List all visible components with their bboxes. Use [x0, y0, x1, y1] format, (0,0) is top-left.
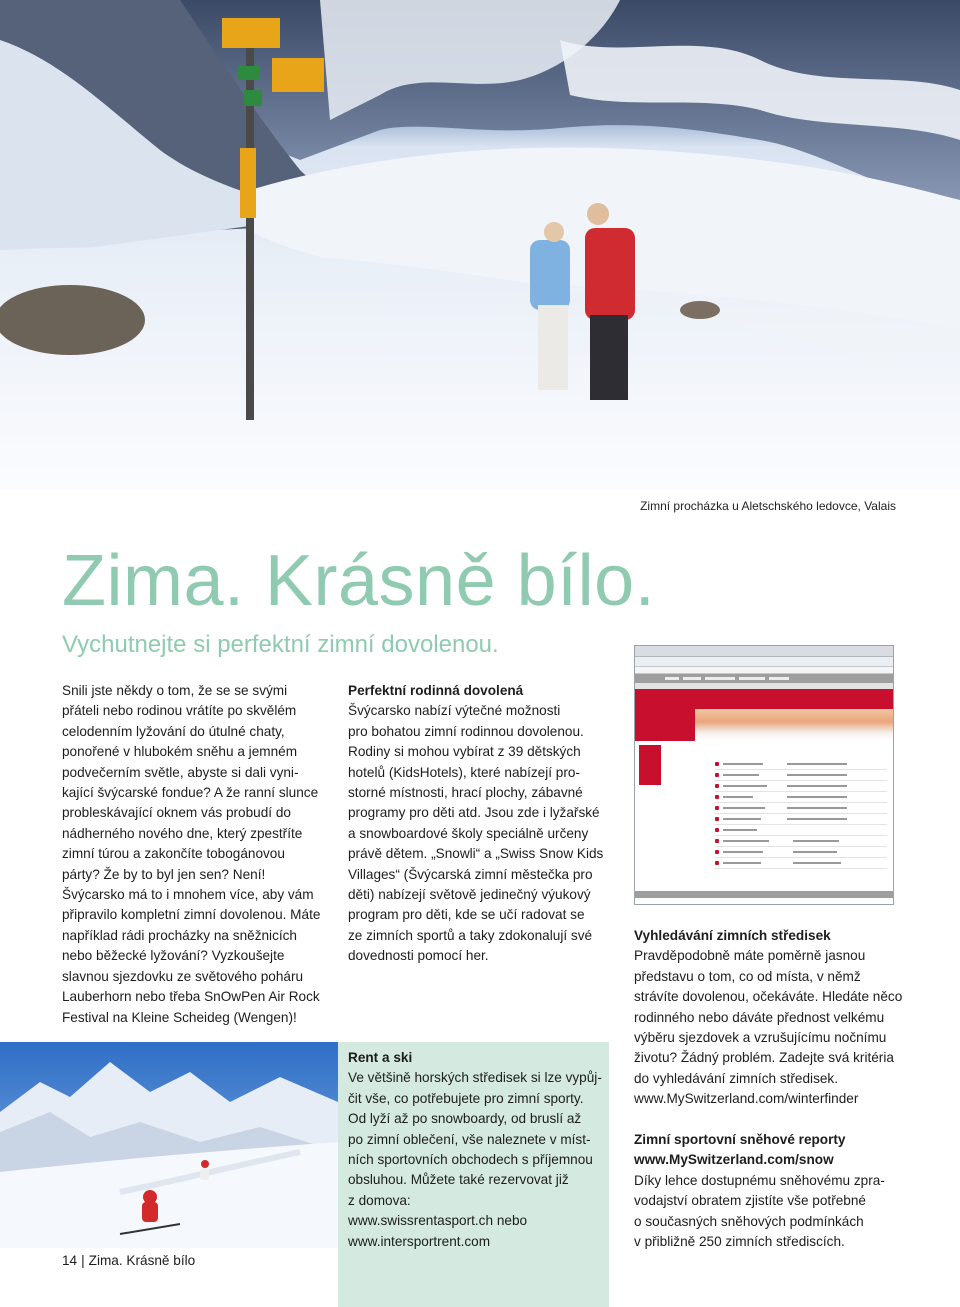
- text-line: slavnou sjezdovku ze světového poháru: [62, 968, 304, 984]
- link-swissrentasport[interactable]: www.swissrentasport.ch nebo: [348, 1213, 528, 1229]
- text-line: Festival na Kleine Scheideg (Wengen)!: [62, 1009, 297, 1025]
- text-line: ponořené v hlubokém sněhu a jemném: [62, 744, 298, 760]
- site-row: [715, 847, 887, 858]
- footer-separator: |: [81, 1253, 85, 1268]
- text-line: dovednosti pomocí her.: [348, 948, 489, 964]
- site-banner: [635, 689, 893, 741]
- family-heading: Perfektní rodinná dovolená: [348, 683, 524, 698]
- page-title: Zima. Krásně bílo.: [62, 541, 656, 621]
- text-line: ních sportovních obchodech s příjemnou: [348, 1152, 593, 1168]
- text-line: rodinného nebo dáváte přednost velkému: [634, 1009, 885, 1025]
- snow-reports-heading: Zimní sportovní sněhové reporty: [634, 1132, 846, 1147]
- text-line: například rádi procházky na sněžnicích: [62, 927, 297, 943]
- text-line: čit vše, co potřebujete pro zimní sporty.: [348, 1090, 584, 1106]
- text-line: probleskávající oknem vás probudí do: [62, 805, 291, 821]
- snow-reports-section: [634, 1130, 904, 1252]
- text-line: a snowboardové školy speciálně určeny: [348, 825, 589, 841]
- page-footer: [62, 1253, 195, 1268]
- text-line: vodajství obratem zjistíte vše potřebné: [634, 1193, 866, 1209]
- text-line: představu o tom, co od místa, v němž: [634, 968, 861, 984]
- text-line: Pravděpodobně máte poměrně jasnou: [634, 948, 866, 964]
- family-section: [348, 681, 618, 967]
- text-line: Ve většině horských středisek si lze vypůj-: [348, 1070, 602, 1086]
- text-line: storné místnosti, hrací plochy, zábavné: [348, 785, 583, 801]
- hero-photo: [0, 0, 960, 490]
- browser-titlebar: [635, 646, 893, 657]
- skier-photo: [0, 1042, 338, 1248]
- text-line: do vyhledávání zimních středisek.: [634, 1070, 839, 1086]
- page-number: 14: [62, 1253, 78, 1268]
- text-line: párty? Že by to byl jen sen? Není!: [62, 866, 266, 882]
- text-line: zimní túrou a zakončíte tobogánovou: [62, 846, 285, 862]
- site-row: [715, 825, 887, 836]
- text-line: Rodiny si mohou vybírat z 39 dětských: [348, 744, 581, 760]
- text-line: právě dětem. „Snowli“ a „Swiss Snow Kids: [348, 846, 604, 862]
- browser-toolbar: [635, 657, 893, 667]
- link-intersportrent[interactable]: www.intersportrent.com: [348, 1233, 491, 1249]
- text-line: o současných sněhových podmínkách: [634, 1213, 864, 1229]
- text-line: strávíte dovolenou, očekáváte. Hledáte něco: [634, 989, 903, 1005]
- site-body: [635, 741, 893, 898]
- browser-bookmarks: [635, 667, 893, 674]
- rent-heading: Rent a ski: [348, 1050, 413, 1065]
- text-line: po zimní oblečení, vše naleznete v míst-: [348, 1131, 591, 1147]
- text-line: nebo běžecké lyžování? Vyzkoušejte: [62, 948, 285, 964]
- link-snow-reports[interactable]: www.MySwitzerland.com/snow: [634, 1152, 834, 1168]
- text-line: Švýcarsko má to i mnohem více, aby vám: [62, 887, 314, 903]
- photo-caption: Zimní procházka u Aletschského ledovce, Valais: [640, 499, 896, 513]
- text-line: Lauberhorn nebo třeba SnOwPen Air Rock: [62, 989, 320, 1005]
- text-line: Snili jste někdy o tom, že se se svými: [62, 683, 288, 698]
- site-footer: [635, 891, 893, 898]
- text-line: podvečerním světle, abyste si dali vyni-: [62, 764, 299, 780]
- finder-section: [634, 926, 904, 1110]
- text-line: výběru sjezdovek a vzrušujícímu nočnímu: [634, 1030, 887, 1046]
- text-line: Díky lehce dostupnému sněhovému zpra-: [634, 1172, 885, 1188]
- text-line: nádherného nového dne, který zpestříte: [62, 825, 303, 841]
- rent-section: [348, 1048, 603, 1252]
- finder-heading: Vyhledávání zimních středisek: [634, 928, 831, 943]
- website-screenshot: [634, 645, 894, 905]
- text-line: hotelů (KidsHotels), které nabízejí pro-: [348, 764, 580, 780]
- text-line: v přibližně 250 zimních střediscích.: [634, 1234, 845, 1250]
- text-line: Švýcarsko nabízí výtečné možnosti: [348, 703, 561, 719]
- site-nav: [635, 674, 893, 683]
- text-line: ze zimních sportů a taky zdokonalují své: [348, 927, 593, 943]
- site-row: [715, 803, 887, 814]
- intro-text: [62, 681, 332, 1028]
- text-line: přáteli nebo rodinou vrátíte po skvělém: [62, 703, 297, 719]
- text-line: Villages“ (Švýcarská zimní městečka pro: [348, 866, 593, 882]
- site-row: [715, 770, 887, 781]
- site-search-rows: [715, 759, 887, 869]
- site-row: [715, 759, 887, 770]
- site-row: [715, 858, 887, 869]
- text-line: program pro děti, kde se učí radovat se: [348, 907, 585, 923]
- text-line: připravilo kompletní zimní dovolenou. Máte: [62, 907, 321, 923]
- text-line: děti) nabízejí světově jedinečný výukový: [348, 887, 591, 903]
- page-subtitle: Vychutnejte si perfektní zimní dovolenou.: [62, 631, 499, 658]
- text-line: pro bohatou zimní rodinnou dovolenou.: [348, 723, 584, 739]
- text-line: životu? Žádný problém. Zadejte svá kritéria: [634, 1050, 894, 1066]
- text-line: programy pro děti atd. Jsou zde i lyžařské: [348, 805, 600, 821]
- link-winterfinder[interactable]: www.MySwitzerland.com/winterfinder: [634, 1091, 859, 1107]
- site-row: [715, 781, 887, 792]
- text-line: kající švýcarské fondue? A že ranní slunce: [62, 785, 319, 801]
- site-row: [715, 836, 887, 847]
- text-line: z domova:: [348, 1192, 411, 1208]
- text-line: obsluhou. Můžete také rezervovat již: [348, 1172, 569, 1188]
- text-line: Od lyží až po snowboardy, od bruslí až: [348, 1111, 582, 1127]
- site-sidebar-box: [639, 745, 661, 785]
- text-line: celodenním lyžování do útulné chaty,: [62, 723, 285, 739]
- site-row: [715, 792, 887, 803]
- site-row: [715, 814, 887, 825]
- site-banner-photo: [695, 709, 894, 741]
- footer-section-title: Zima. Krásně bílo: [88, 1253, 196, 1268]
